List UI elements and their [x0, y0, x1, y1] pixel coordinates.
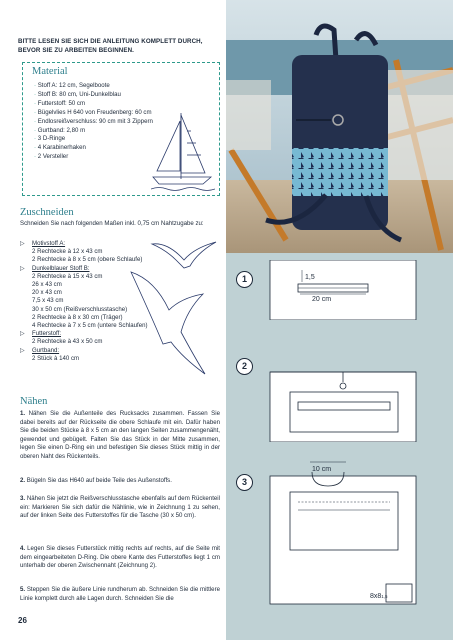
step-text: Steppen Sie die äußere Linie rundherum ab. Schneiden Sie die mittlere Linie komplett durch alle Lagen durch. Schneiden Sie die: [20, 586, 220, 602]
drawing-3-top-dim: 10 cm: [312, 466, 332, 473]
step-number: 1.: [20, 410, 26, 417]
step-text: Nähen Sie die Außenteile des Rucksacks zusammen. Fassen Sie dabei bereits auf der Rückseite die obere Schlaufe mit ein. Dafür haben Sie die beiden Stücke à 8 x 5 cm an den langen Seiten zusammengenäht, gewendet und gebügelt. Falten Sie das Stück in der Mitte zusammen, legen Sie einen D-Ring ein und befestigen Sie dieses Stück mittig in der oberen Naht des Rückenteils.: [20, 410, 220, 460]
list-item: 20 x 43 cm: [32, 289, 62, 297]
seagull-illustration: [125, 270, 207, 380]
step-number: 4.: [20, 545, 26, 552]
corner-dim-label: 8x8: [370, 593, 382, 600]
list-item: · 2 Versteller: [34, 153, 153, 162]
list-item: 4 Rechtecke à 7 x 5 cm (untere Schlaufen): [32, 322, 148, 330]
list-item: 2 Stück à 140 cm: [32, 354, 80, 362]
list-item: 30 x 50 cm (Reißverschlusstasche): [32, 305, 128, 313]
corner-dim-small: 1,5: [381, 594, 388, 599]
left-column: [0, 0, 226, 640]
list-item: 7,5 x 43 cm: [32, 297, 64, 305]
list-item: · 4 Karabinerhaken: [34, 144, 153, 153]
list-item: 2 Rechtecke à 43 x 50 cm: [32, 338, 103, 346]
group-head: Dunkelblauer Stoff B:: [32, 264, 90, 272]
list-item: · Gurtband: 2,80 m: [34, 127, 153, 136]
seagull-illustration: [150, 238, 220, 274]
drawing-3: [268, 456, 418, 606]
drawing-1-badge: 1: [236, 271, 253, 288]
material-box: [22, 62, 220, 196]
list-item: 2 Rechtecke à 8 x 5 cm (obere Schlaufe): [32, 256, 143, 264]
list-item: 2 Rechtecke à 12 x 43 cm: [32, 248, 103, 256]
group-head: Motivstoff A:: [32, 240, 66, 247]
list-item: · Bügelvlies H 640 von Freudenberg: 60 cm: [34, 109, 153, 118]
group-head: Gurtband:: [32, 346, 60, 354]
material-title: Material: [32, 66, 68, 77]
sailboat-illustration: [151, 111, 215, 193]
material-list: [34, 82, 153, 162]
drawing-3-corner-dim: [370, 593, 388, 600]
drawing-2-badge: 2: [236, 358, 253, 375]
list-item: [20, 240, 148, 248]
step-5: [20, 586, 220, 603]
drawing-1-width-dim: 20 cm: [312, 296, 332, 303]
step-number: 2.: [20, 477, 26, 484]
list-item: · Stoff B: 80 cm, Uni-Dunkelblau: [34, 91, 153, 100]
list-item: · Endlosreißverschluss: 90 cm mit 3 Zippern: [34, 118, 153, 127]
step-text: Bügeln Sie das H640 auf beide Teile des Außenstoffs.: [26, 477, 172, 484]
list-item: 2 Rechtecke à 15 x 43 cm: [32, 272, 103, 280]
group-head: Futterstoff:: [32, 330, 62, 338]
backpack-photo: [226, 0, 453, 253]
step-1: [20, 410, 220, 462]
cutting-heading: Zuschneiden: [20, 207, 74, 218]
drawing-1-top-dim: 1,5: [305, 274, 315, 281]
drawing-1: [268, 260, 418, 320]
sewing-heading: Nähen: [20, 396, 48, 407]
step-number: 3.: [20, 495, 26, 502]
drawing-2: [268, 362, 418, 442]
drawing-3-badge: 3: [236, 474, 253, 491]
cutting-intro: Schneiden Sie nach folgenden Maßen inkl. 0,75 cm Nahtzugabe zu:: [20, 220, 204, 227]
step-4: [20, 545, 220, 571]
step-text: Nähen Sie jetzt die Reißverschlusstasche ebenfalls auf dem Rückenteil ein: Markieren Sie sich dafür die Nählinie, wie in Zeichnung 1 zu sehen, auf der linken Seite des Futterstoffes für die Tasche (30 x 50 cm).: [20, 495, 221, 520]
list-item: · Stoff A: 12 cm, Segelboote: [34, 82, 153, 91]
page-number: 26: [18, 616, 27, 625]
list-item: 2 Rechtecke à 8 x 30 cm (Träger): [32, 313, 123, 321]
list-item: · 3 D-Ringe: [34, 135, 153, 144]
step-3: [20, 495, 220, 521]
list-item: 26 x 43 cm: [32, 281, 62, 289]
step-text: Legen Sie dieses Futterstück mittig rechts auf rechts, auf die Seite mit dem eingearbeiteten D-Ring. Die obere Kante des Futterstoffes liegt 1 cm unterhalb der oberen Zwischennaht (Zeichnung 2).: [20, 545, 220, 570]
step-2: [20, 477, 220, 486]
intro-note: BITTE LESEN SIE SICH DIE ANLEITUNG KOMPLETT DURCH, BEVOR SIE ZU ARBEITEN BEGINNEN.: [18, 38, 203, 54]
list-item: · Futterstoff: 50 cm: [34, 100, 153, 109]
step-number: 5.: [20, 586, 26, 593]
